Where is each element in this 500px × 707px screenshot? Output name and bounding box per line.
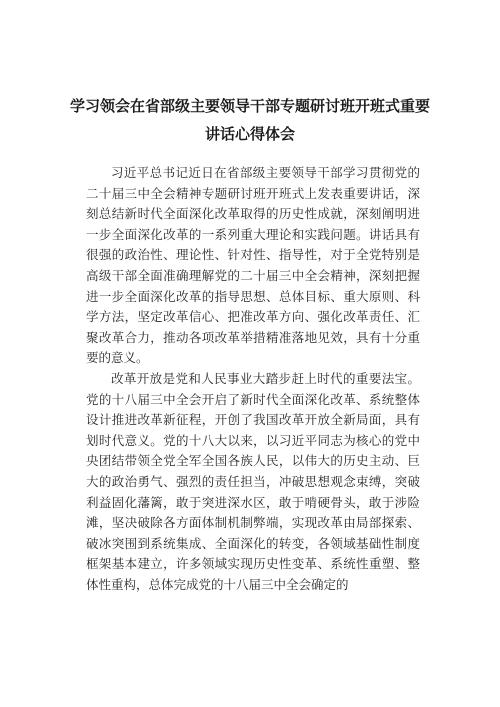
document-title-line-1: 学习领会在省部级主要领导干部专题研讨班开班式重要 bbox=[69, 97, 430, 115]
paragraph-2: 改革开放是党和人民事业大踏步赶上时代的重要法宝。党的十八届三中全会开启了新时代全面深化改革、系统整体设计推进改革新征程，开创了我国改革开放全新局面，具有划时代意义。党的十八大以来，以习近平同志为核心的党中央团结带领全党全军全国各族人民，以伟大的历史主动、巨大的政治勇气、强烈的责任担当，冲破思想观念束缚，突破利益固化藩篱，敢于突进深水区，敢于啃硬骨头，敢于涉险滩，坚决破除各方面体制机制弊端，实现改革由局部探索、破冰突围到系统集成、全面深化的转变，各领域基础性制度框架基本建立，许多领域实现历史性变革、系统性重塑、整体性重构，总体完成党的十八届三中全会确定的 bbox=[86, 370, 420, 592]
document-title-line-2: 讲话心得体会 bbox=[204, 125, 295, 143]
paragraph-1: 习近平总书记近日在省部级主要领导干部学习贯彻党的二十届三中全会精神专题研讨班开班式上发表重要讲话，深刻总结新时代全面深化改革取得的历史性成就，深刻阐明进一步全面深化改革的一系列重大理论和实践问题。讲话具有很强的政治性、理论性、针对性、指导性，对于全党特别是高级干部全面准确理解党的二十届三中全会精神，深刻把握进一步全面深化改革的指导思想、总体目标、重大原则、科学方法，坚定改革信心、把准改革方向、强化改革责任、汇聚改革合力，推动各项改革举措精准落地见效，具有十分重要的意义。 bbox=[86, 165, 420, 366]
document-body bbox=[86, 163, 420, 595]
